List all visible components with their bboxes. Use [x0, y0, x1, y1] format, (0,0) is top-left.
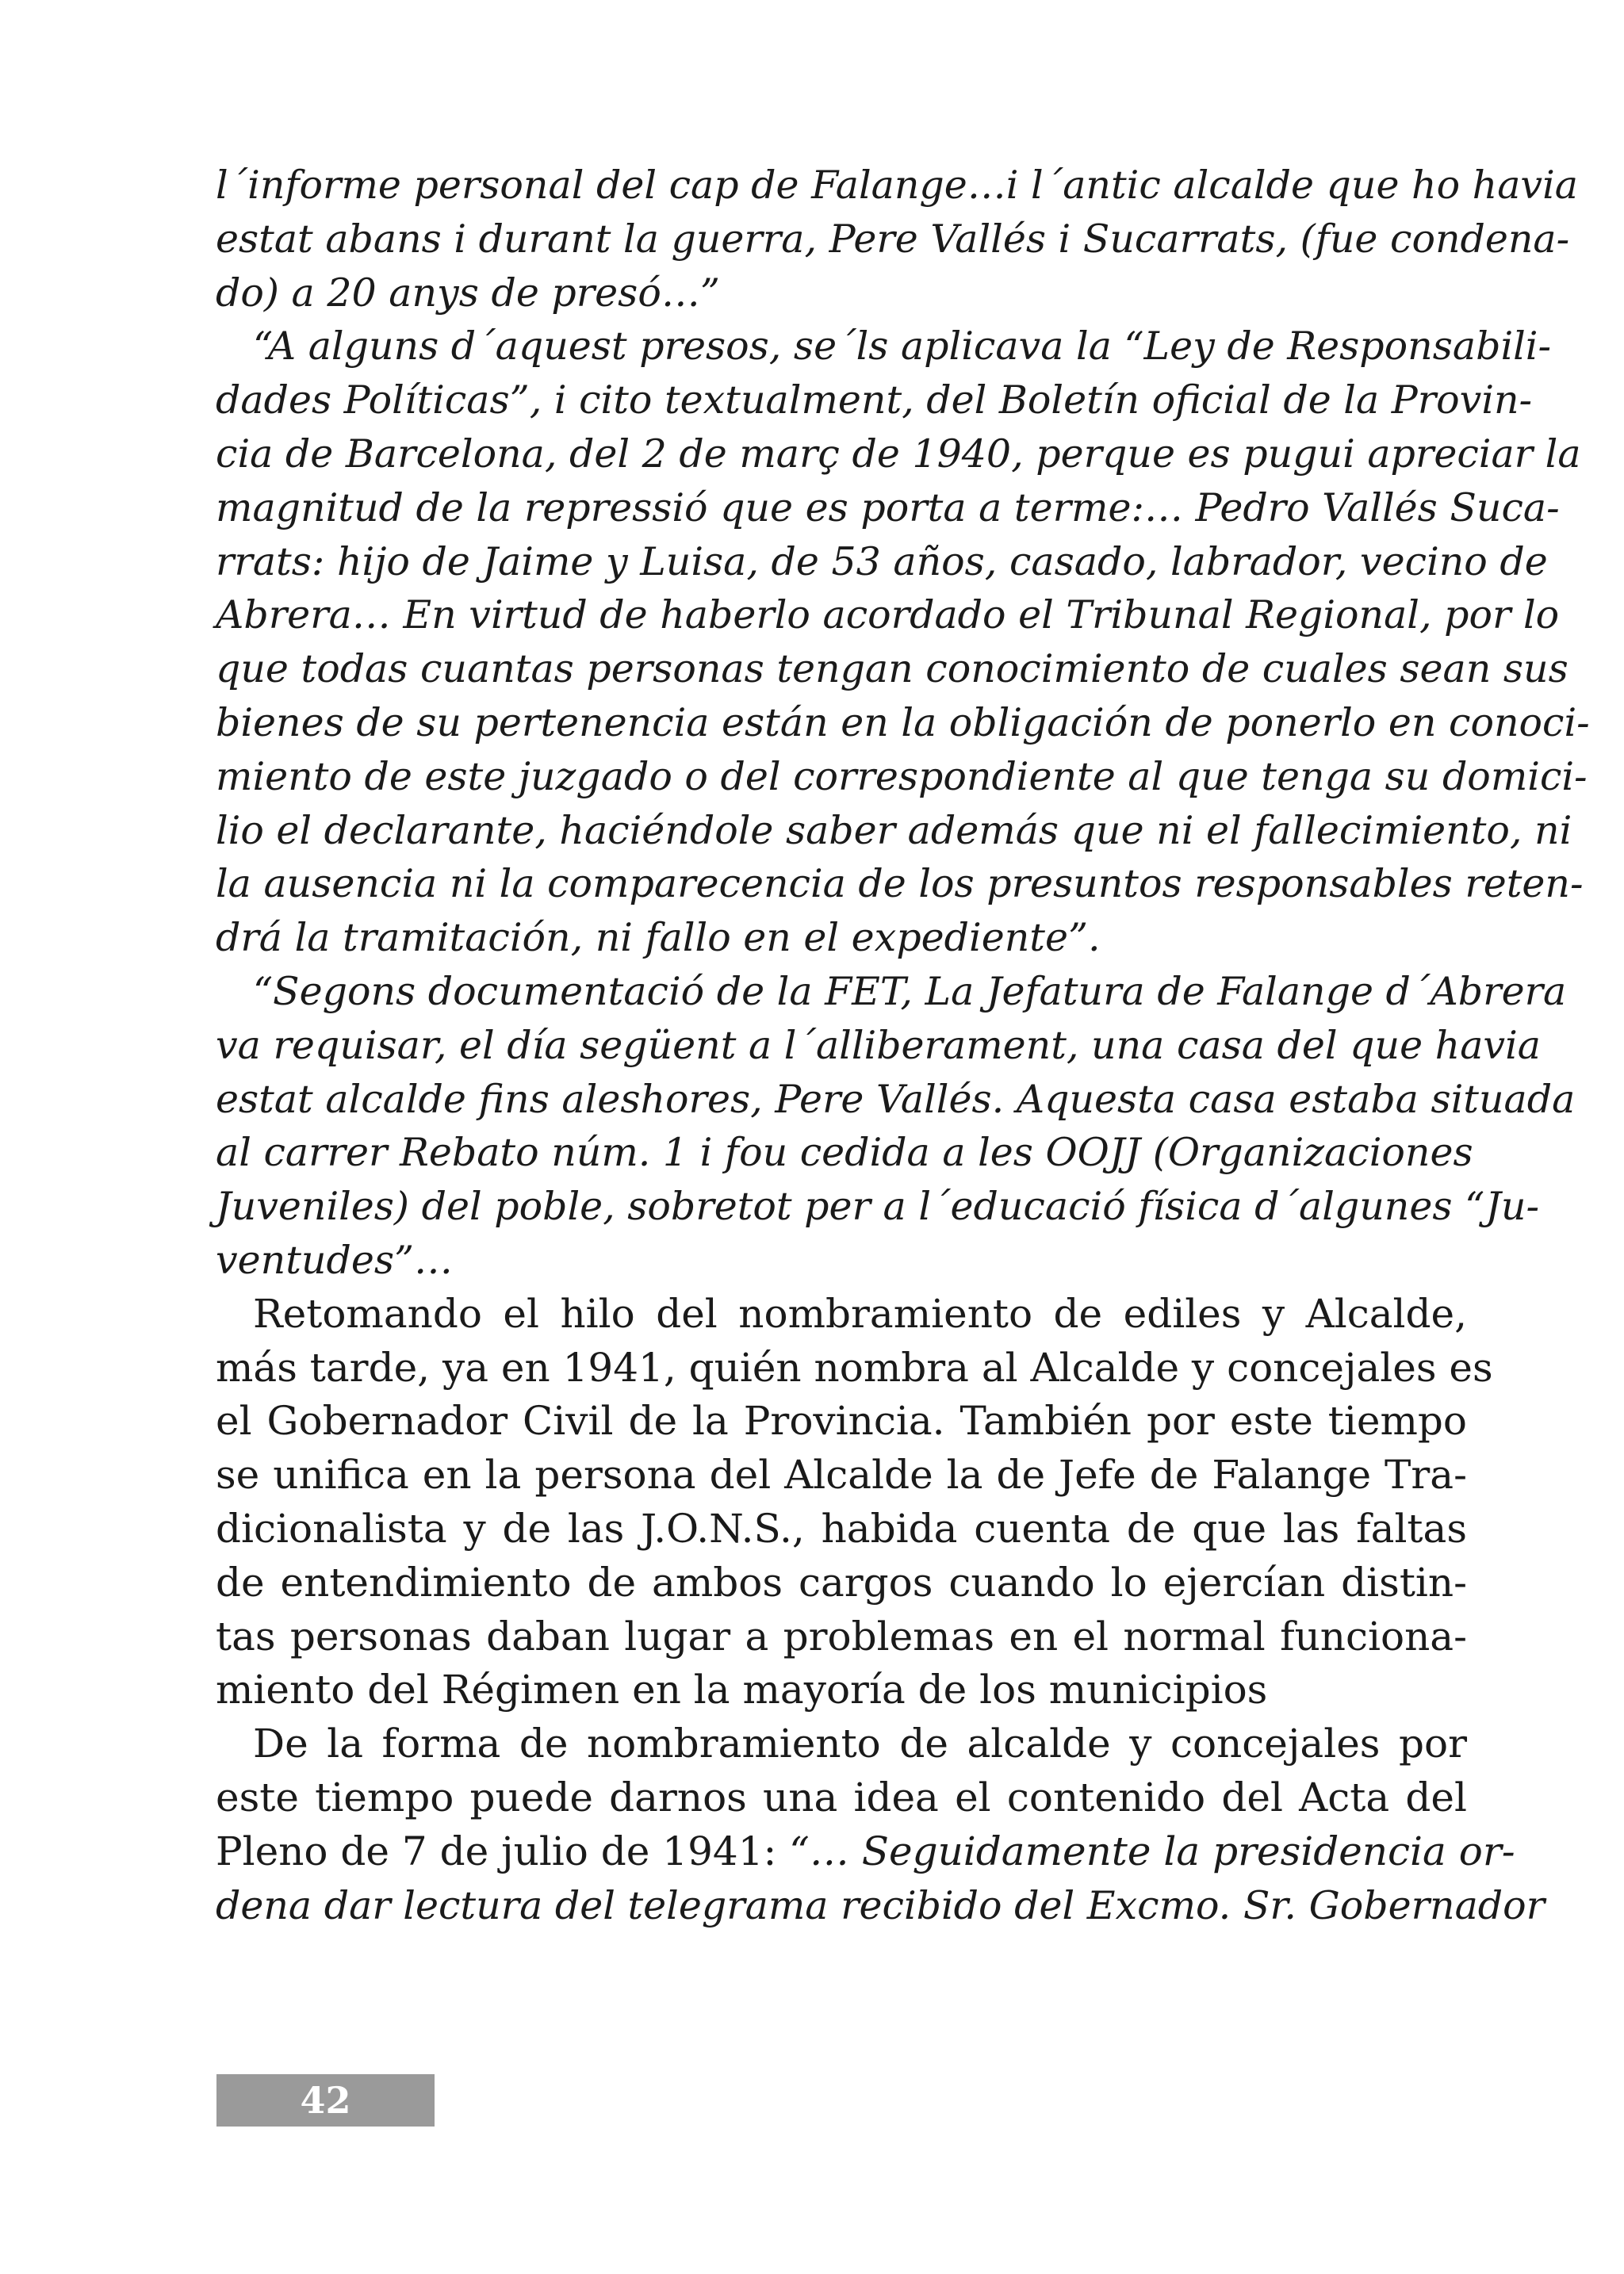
text-line: al carrer Rebato núm. 1 i fou cedida a les OOJJ (Organizaciones [216, 1130, 1473, 1176]
page-number: 42 [300, 2079, 351, 2122]
text-line: este tiempo puede darnos una idea el contenido del Acta del [216, 1774, 1467, 1820]
text-line: dades Políticas”, i cito textualment, del Boletín oficial de la Provin- [216, 377, 1533, 423]
text-line: más tarde, ya en 1941, quién nombra al Alcalde y concejales es [216, 1344, 1493, 1391]
text-line: drá la tramitación, ni fallo en el expediente”. [216, 915, 1101, 961]
text-line: cia de Barcelona, del 2 de març de 1940, perque es pugui apreciar la [216, 431, 1581, 477]
text-line: l´informe personal del cap de Falange…i l´antic alcalde que ho havia [216, 163, 1578, 208]
text-line: tas personas daban lugar a problemas en el normal funciona- [216, 1613, 1467, 1660]
text-line: estat alcalde fins aleshores, Pere Vallés. Aquesta casa estaba situada [216, 1076, 1576, 1122]
page-number-box [216, 2074, 435, 2127]
text-line: Retomando el hilo del nombramiento de ediles y Alcalde, [253, 1290, 1467, 1337]
text-line: miento de este juzgado o del correspondiente al que tenga su domici- [216, 753, 1588, 799]
text-italic-part: “… Seguidamente la presidencia or- [789, 1828, 1515, 1874]
text-roman-part: Pleno de 7 de julio de 1941: [216, 1828, 790, 1874]
text-line: dicionalista y de las J.O.N.S., habida cuenta de que las faltas [216, 1505, 1467, 1552]
text-line: “Segons documentació de la FET, La Jefatura de Falange d´Abrera [253, 968, 1567, 1014]
text-line: va requisar, el día següent a l´alliberament, una casa del que havia [216, 1022, 1542, 1068]
text-line: bienes de su pertenencia están en la obligación de ponerlo en conoci- [216, 699, 1590, 745]
text-line: rrats: hijo de Jaime y Luisa, de 53 años, casado, labrador, vecino de [216, 538, 1548, 584]
text-line-mixed [216, 1825, 1515, 1879]
text-line: Abrera… En virtud de haberlo acordado el Tribunal Regional, por lo [216, 592, 1560, 638]
text-line: Juveniles) del poble, sobretot per a l´educació física d´algunes “Ju- [216, 1184, 1540, 1230]
text-line: se unifica en la persona del Alcalde la de Jefe de Falange Tra- [216, 1452, 1467, 1499]
text-line: miento del Régimen en la mayoría de los municipios [216, 1667, 1268, 1713]
text-line: estat abans i durant la guerra, Pere Vallés i Sucarrats, (fue condena- [216, 216, 1570, 262]
text-line: magnitud de la repressió que es porta a terme:… Pedro Vallés Suca- [216, 484, 1560, 530]
text-line: de entendimiento de ambos cargos cuando lo ejercían distin- [216, 1559, 1467, 1606]
text-line: De la forma de nombramiento de alcalde y concejales por [253, 1721, 1467, 1767]
text-line: dena dar lectura del telegrama recibido del Excmo. Sr. Gobernador [216, 1882, 1545, 1928]
text-line: do) a 20 anys de presó…” [216, 270, 720, 316]
text-line: “A alguns d´aquest presos, se´ls aplicava la “Ley de Responsabili- [253, 323, 1552, 369]
text-line: que todas cuantas personas tengan conocimiento de cuales sean sus [216, 646, 1568, 692]
text-line: lio el declarante, haciéndole saber además que ni el fallecimiento, ni [216, 807, 1572, 853]
text-line: el Gobernador Civil de la Provincia. También por este tiempo [216, 1398, 1467, 1445]
text-line: ventudes”… [216, 1237, 454, 1283]
text-line: la ausencia ni la comparecencia de los presuntos responsables reten- [216, 861, 1584, 907]
page-body-text [216, 159, 1590, 1932]
